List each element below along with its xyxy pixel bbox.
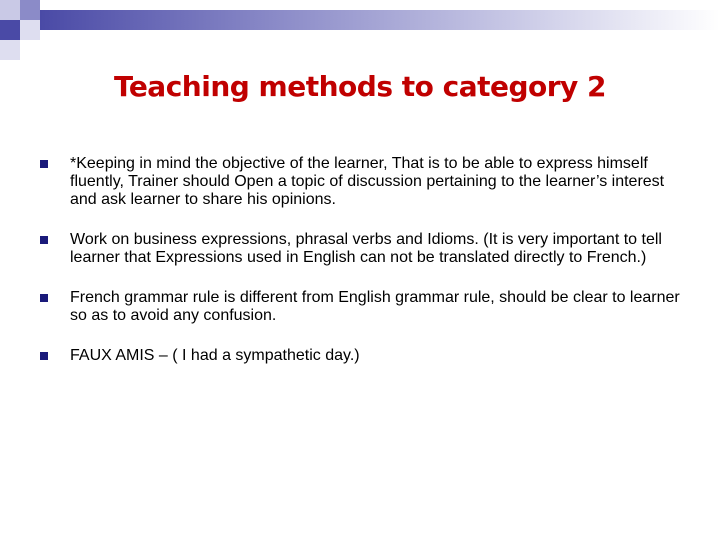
- corner-square: [20, 20, 40, 40]
- bullet-item: [40, 155, 690, 209]
- square-bullet-icon: [40, 236, 48, 244]
- square-bullet-icon: [40, 160, 48, 168]
- corner-square: [20, 0, 40, 20]
- bullet-text: *Keeping in mind the objective of the learner, That is to be able to express himself fluently, Trainer should Open a topic of discussion pertaining to the learner’s interest and ask learner to share his opinions.: [70, 155, 665, 208]
- bullet-text: French grammar rule is different from English grammar rule, should be clear to learner so as to avoid any confusion.: [70, 289, 680, 324]
- header-gradient-bar: [40, 10, 720, 30]
- corner-square: [0, 0, 20, 20]
- corner-square: [0, 20, 20, 40]
- bullet-item: [40, 289, 690, 325]
- square-bullet-icon: [40, 352, 48, 360]
- bullet-list: [40, 155, 690, 387]
- slide-title: Teaching methods to category 2: [113, 70, 607, 103]
- square-bullet-icon: [40, 294, 48, 302]
- corner-square: [0, 40, 20, 60]
- bullet-item: [40, 347, 690, 365]
- bullet-text: FAUX AMIS – ( I had a sympathetic day.): [70, 347, 360, 364]
- bullet-item: [40, 231, 690, 267]
- bullet-text: Work on business expressions, phrasal verbs and Idioms. (It is very important to tell learner that Expressions used in English can not be translated directly to French.): [70, 231, 662, 266]
